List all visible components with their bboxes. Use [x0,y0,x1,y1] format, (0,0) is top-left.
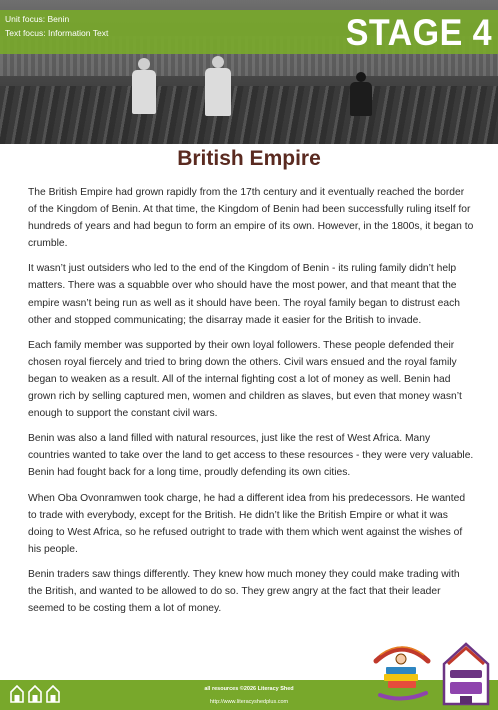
footer-copyright: all resources ©2026 Literacy Shed [204,686,294,692]
literacy-shed-logo [440,640,492,706]
house-icon [10,685,24,703]
photo-figure [132,70,156,114]
photo-figure-head [138,58,150,70]
page-title: British Empire [177,147,321,170]
header-photo [0,0,498,144]
article-body [28,184,474,625]
photo-figure [205,68,231,116]
paragraph: Each family member was supported by their own loyal followers. These people defended their chosen royal fiercely and tried to bring down the others. Civil wars ensued and the royal family began to weaken as a result. All of the internal fighting cost a lot of money as well. Benin had grown rich by selling captured men, women and children as slaves, but even that money wasn’t enough to support the constant civil wars. [28,339,462,420]
paragraph: Benin traders saw things differently. They knew how much money they could make trading with the British, and wanted to be allowed to do so. They grew angry at the fact that their leader seemed to be costing them a lot of money. [28,568,460,615]
reading-around-logo [370,635,434,705]
paragraph: It wasn’t just outsiders who led to the end of the Kingdom of Benin - its ruling family didn’t help matters. There was a squabble over who should have the most power, and that meant that the empire wasn’t being run as well as it should have been. The royal family began to distrust each other and stopped communicating; the disarray made it easier for the British to invade. [28,263,460,326]
house-icon [28,685,42,703]
photo-figure-head [212,56,224,68]
text-focus-label: Text focus: Information Text [5,28,109,38]
photo-figure-head [356,72,366,82]
unit-focus-label: Unit focus: Benin [5,14,70,24]
paragraph: Benin was also a land filled with natural resources, just like the rest of West Africa. Many countries wanted to take over the land to get access to these resources - they were very valuable. Benin had fought back for a long time, proudly defending its own cities. [28,433,474,479]
stage-label: STAGE 4 [345,12,492,53]
paragraph: When Oba Ovonramwen took charge, he had a different idea from his predecessors. He wanted to trade with everybody, except for the British. He didn’t like the British Empire or what it was doing to West Africa, so he refused outright to trade with them which went against the wishes of his people. [28,492,466,555]
paragraph: The British Empire had grown rapidly from the 17th century and it eventually reached the border of the Kingdom of Benin. At that time, the Kingdom of Benin had been successfully ruling itself for hundreds of years and had begun to form an empire of its own. However, in the 1800s, it began to crumble. [28,187,474,250]
footer-url[interactable]: http://www.literacyshedplus.com [209,699,289,705]
house-icon [46,685,60,703]
photo-floor [0,86,498,144]
photo-figure [350,82,372,116]
